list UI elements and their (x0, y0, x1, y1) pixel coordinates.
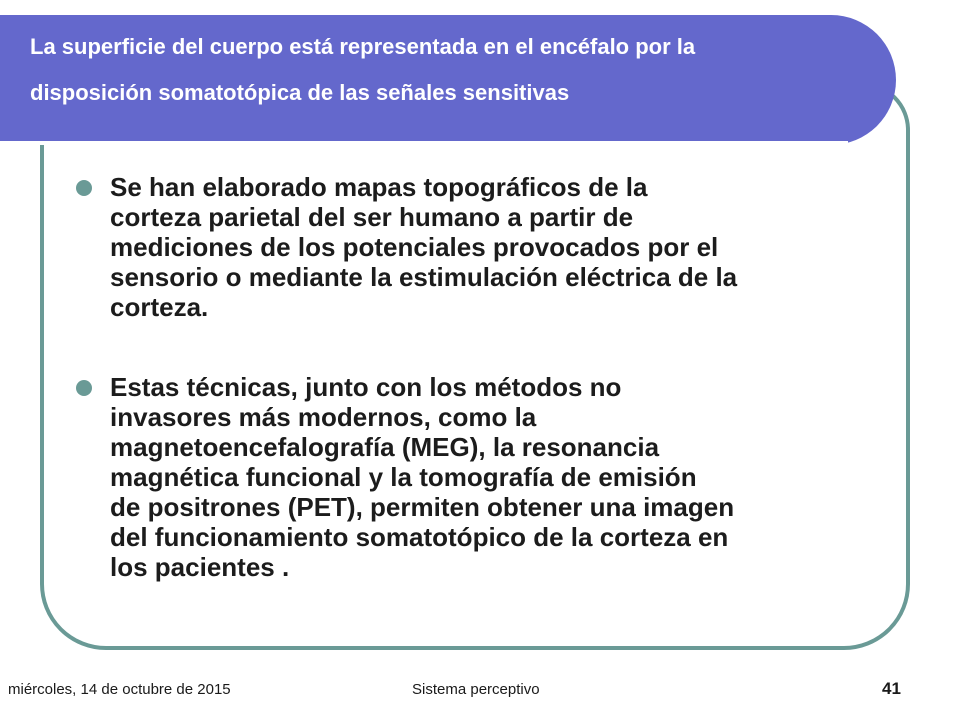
bullet-2-line-6: del funcionamiento somatotópico de la corteza en (110, 522, 729, 552)
slide-title (30, 24, 850, 116)
bullet-1-line-5: corteza. (110, 292, 209, 322)
bullet-2-line-3: magnetoencefalografía (MEG), la resonancia (110, 432, 660, 462)
footer-center-text: Sistema perceptivo (412, 681, 540, 698)
title-underline (0, 141, 848, 145)
slide-number: 41 (882, 679, 901, 698)
bullet-1-line-4: sensorio o mediante la estimulación eléctrica de la (110, 262, 738, 292)
bullet-dot-icon (76, 380, 92, 396)
bullet-list (76, 172, 896, 632)
bullet-2-line-5: de positrones (PET), permiten obtener una imagen (110, 492, 735, 522)
bullet-2-line-4: magnética funcional y la tomografía de emisión (110, 462, 697, 492)
footer-date: miércoles, 14 de octubre de 2015 (8, 681, 231, 698)
bullet-1-line-1: Se han elaborado mapas topográficos de la (110, 172, 648, 202)
bullet-item-2 (76, 372, 896, 582)
bullet-text-1 (110, 172, 896, 322)
bullet-item-1 (76, 172, 896, 322)
title-line-2: disposición somatotópica de las señales sensitivas (30, 80, 570, 105)
bullet-2-line-7: los pacientes . (110, 552, 290, 582)
bullet-1-line-2: corteza parietal del ser humano a partir de (110, 202, 634, 232)
bullet-text-2 (110, 372, 896, 582)
bullet-1-line-3: mediciones de los potenciales provocados por el (110, 232, 719, 262)
title-line-1: La superficie del cuerpo está representada en el encéfalo por la (30, 34, 696, 59)
bullet-dot-icon (76, 180, 92, 196)
bullet-2-line-1: Estas técnicas, junto con los métodos no (110, 372, 622, 402)
bullet-2-line-2: invasores más modernos, como la (110, 402, 537, 432)
